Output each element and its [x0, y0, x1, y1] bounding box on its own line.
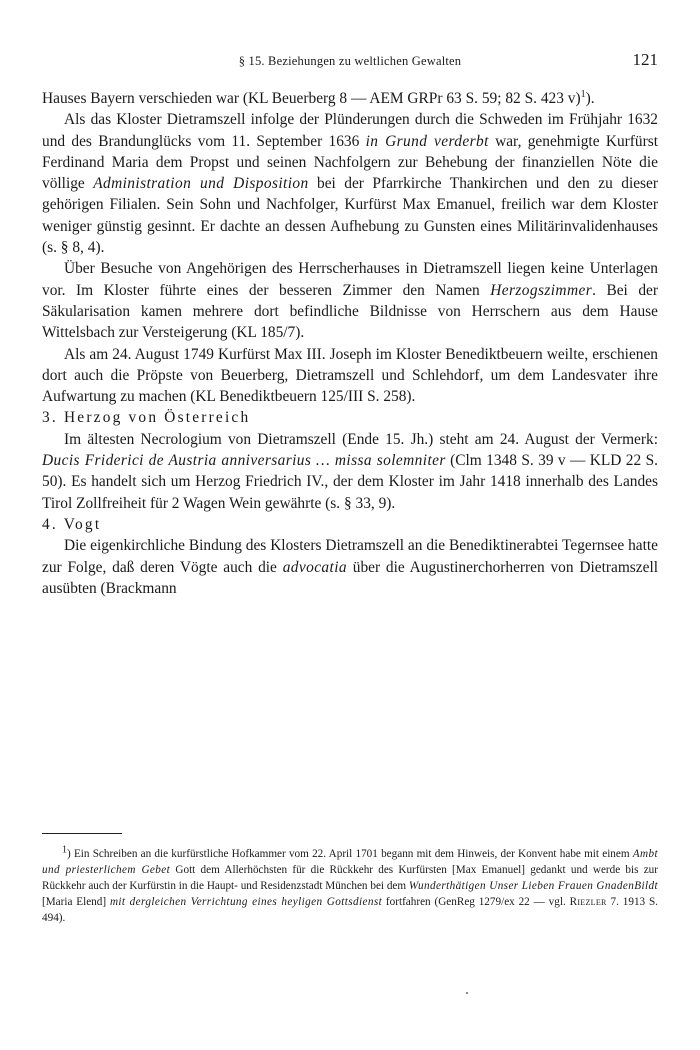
italic-quote: in Grund verderbt [365, 132, 489, 150]
body-text [42, 88, 658, 599]
text-run: Als am 24. August 1749 Kurfürst Max III. Joseph im Kloster Benediktbeuern weilte, erschienen dort auch die Pröpste von Beuerberg, Dietramszell und Schlehdorf, um dem Landesvater ihre Aufwartung zu machen (KL Benediktbeuern 125/III S. 258). [42, 345, 658, 406]
text-run: war, genehmigte Kurfürst Ferdinand Maria dem Propst und seinen Nachfolgern zur Behebung der finanziellen Nöte die völlige [42, 132, 658, 193]
footnote [42, 846, 658, 926]
text-run: (Clm 1348 S. 39 v — KLD 22 S. 50). Es handelt sich um Herzog Friedrich IV., der dem Kloster im Jahr 1418 innerhalb des Landes Tirol Zollfreiheit für 2 Wagen Wein gewährte (s. § 33, 9). [42, 452, 658, 512]
italic-quote: Administration und Disposition [93, 175, 309, 193]
text-run: ) Ein Schreiben an die kurfürstliche Hofkammer vom 22. April 1701 begann mit dem Hinweis, der Konvent habe mit einem [67, 848, 633, 860]
text-run: . Bei der Säkularisation kamen mehrere dort befindliche Bildnisse von Herrschern aus dem Hause Wittelsbach zur Versteigerung (KL 185/7). [42, 281, 658, 342]
italic-quote: Herzogszimmer [490, 281, 593, 299]
footnote-divider [42, 833, 122, 834]
section-heading: 4. Vogt [42, 515, 102, 533]
text-run: Gott dem Allerhöchsten für die Rückkehr des Kurfürsten [Max Emanuel] gedankt und werde bis zur Rückkehr auch der Kurfürstin in die Haupt- und Residenzstadt München bei dem [42, 864, 658, 892]
paragraph [42, 535, 658, 599]
italic-quote: Wunderthätigen Unser Lieben Frauen GnadenBildt [408, 880, 658, 892]
paragraph [42, 109, 658, 258]
text-run: bei der Pfarrkirche Thankirchen und den zu dieser gehörigen Filialen. Sein Sohn und Nachfolger, Kurfürst Max Emanuel, freilich war dem Kloster weniger günstig gesinnt. Er dachte an dessen Aufhebung zu Gunsten eines Militärinvalidenhauses (s. § 8, 4). [42, 175, 658, 257]
text-run: Die eigenkirchliche Bindung des Klosters Dietramszell an die Benediktinerabtei Tegernsee hatte zur Folge, daß deren Vögte auch die [42, 537, 658, 576]
italic-quote: advocatia [282, 558, 347, 576]
author-name: Riezler [569, 896, 607, 908]
text-run: 7. 1913 S. 494). [42, 896, 658, 924]
italic-quote: mit dergleichen Verrichtung eines heyligen Gottsdienst [109, 896, 383, 908]
text-run: fortfahren (GenReg 1279/ex 22 — vgl. [382, 896, 570, 908]
text-run: Hauses Bayern verschieden war (KL Beuerberg 8 — AEM GRPr 63 S. 59; 82 S. 423 v) [42, 90, 581, 107]
italic-quote: Ducis Friderici de Austria anniversarius … missa solemniter [42, 452, 446, 470]
page-header [42, 48, 658, 74]
footnote-marker: 1 [62, 844, 67, 856]
paragraph [42, 88, 658, 109]
text-run: ). [585, 90, 595, 107]
print-dot [466, 992, 468, 994]
italic-quote: Ambt und priesterlichem Gebet [42, 848, 658, 876]
paragraph [42, 429, 658, 514]
footnote-reference: 1 [580, 88, 586, 100]
text-run: [Maria Elend] [42, 896, 110, 908]
page-number: 121 [632, 50, 658, 69]
text-run: Im ältesten Necrologium von Dietramszell (Ende 15. Jh.) steht am 24. August der Vermerk: [64, 430, 658, 448]
footnote-text [42, 846, 658, 926]
paragraph [42, 344, 658, 408]
text-run: Als das Kloster Dietramszell infolge der Plünderungen durch die Schweden im Frühjahr 1632 und des Brandunglücks vom 11. September 1636 [42, 111, 658, 150]
paragraph [42, 258, 658, 343]
running-head: § 15. Beziehungen zu weltlichen Gewalten [238, 54, 462, 68]
text-run: über die Augustinerchorherren von Dietramszell ausübten (Brackmann [42, 558, 658, 597]
text-run: Über Besuche von Angehörigen des Herrscherhauses in Dietramszell liegen keine Unterlagen vor. Im Kloster führte eines der besseren Zimmer den Namen [42, 260, 658, 299]
section-heading: 3. Herzog von Österreich [42, 409, 251, 427]
